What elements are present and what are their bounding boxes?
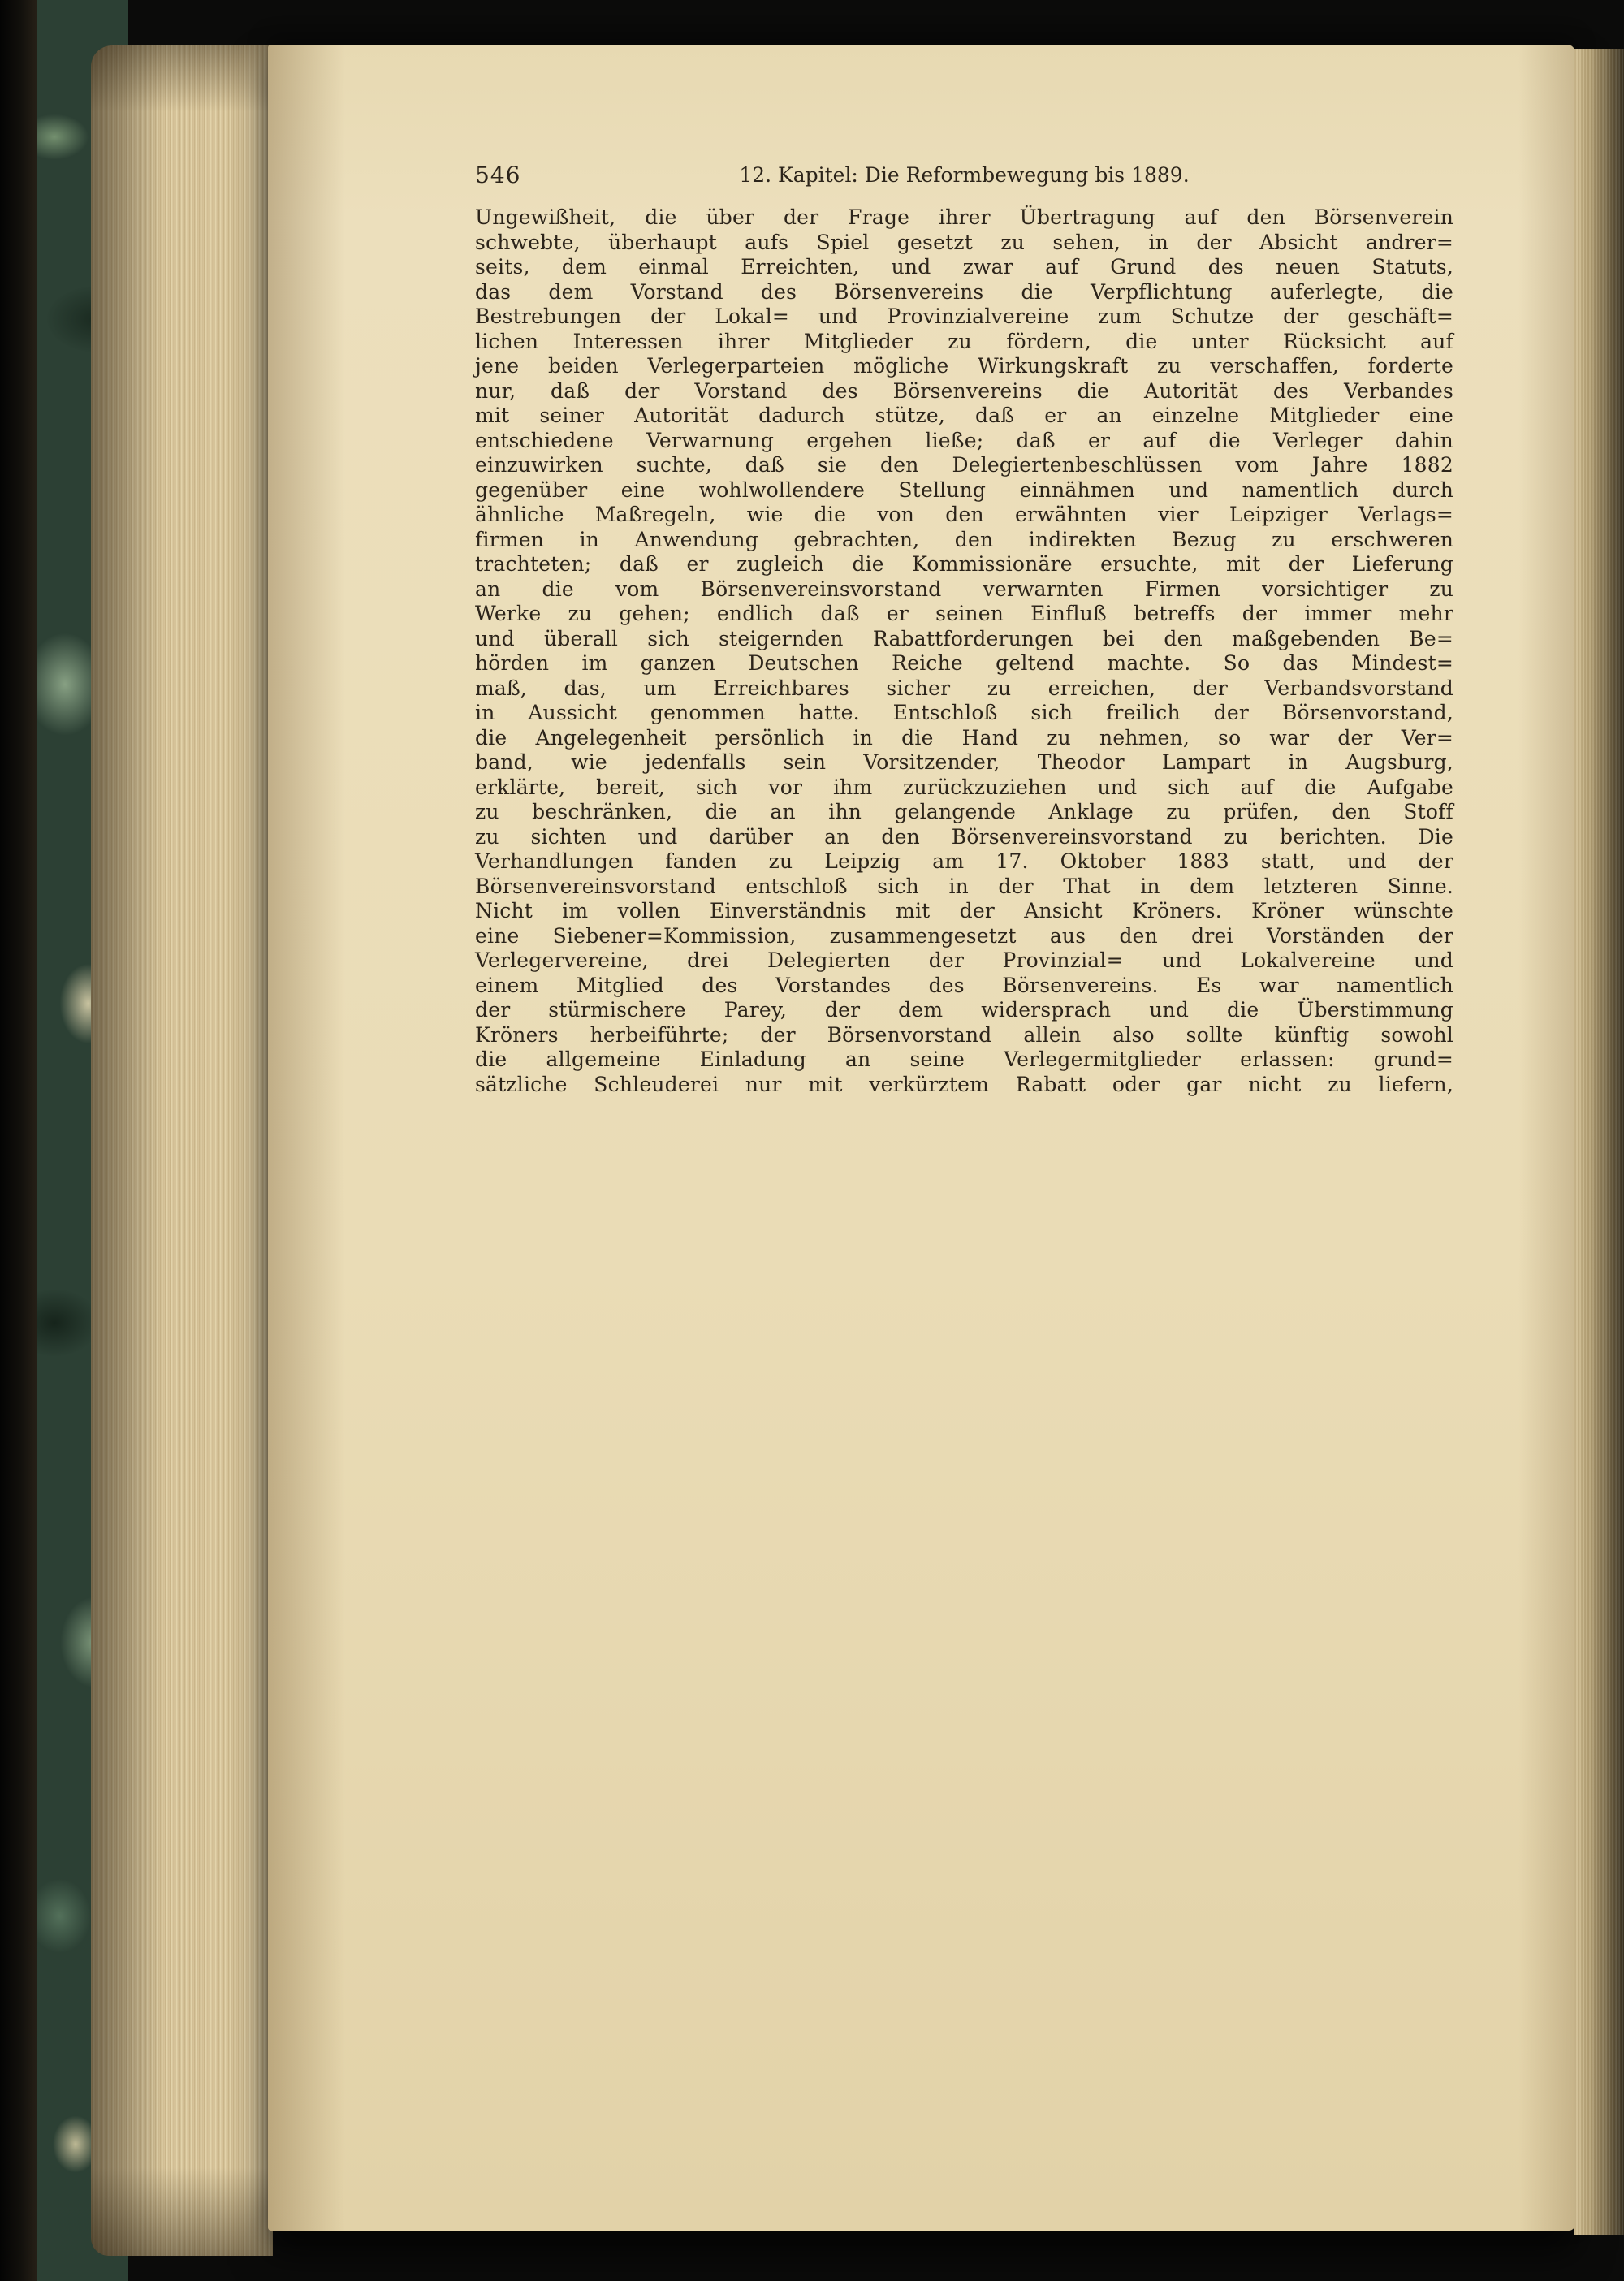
text-line: Verlegervereine, drei Delegierten der Provinzial= und Lokalvereine und [475,948,1453,972]
text-line: Börsenvereinsvorstand entschloß sich in der That in dem letzteren Sinne. [475,874,1453,898]
page-header [475,160,1453,192]
text-line: lichen Interessen ihrer Mitglieder zu fördern, die unter Rücksicht auf [475,329,1453,353]
text-line: Ungewißheit, die über der Frage ihrer Übertragung auf den Börsenverein [475,205,1453,229]
book-spine [0,0,37,2281]
left-page-stack-edges [91,45,273,2256]
text-line: Kröners herbeiführte; der Börsenvorstand allein also sollte künftig sowohl [475,1022,1453,1047]
text-line: mit seiner Autorität dadurch stütze, daß er an einzelne Mitglieder eine [475,404,1453,427]
body-text [475,205,1453,1097]
text-line: seits, dem einmal Erreichten, und zwar auf Grund des neuen Statuts, [475,255,1453,279]
chapter-running-head: 12. Kapitel: Die Reformbewegung bis 1889. [739,163,1190,187]
text-line: ähnliche Maßregeln, wie die von den erwähnten vier Leipziger Verlags= [475,503,1453,526]
page-content [475,160,1453,1097]
text-line: einzuwirken suchte, daß sie den Delegiertenbeschlüssen vom Jahre 1882 [475,453,1453,477]
text-line: die allgemeine Einladung an seine Verlegermitglieder erlassen: grund= [475,1048,1453,1071]
book-page [268,45,1575,2231]
text-line: jene beiden Verlegerparteien mögliche Wirkungskraft zu verschaffen, forderte [475,354,1453,378]
text-line: trachteten; daß er zugleich die Kommissionäre ersuchte, mit der Lieferung [475,552,1453,576]
text-line: eine Siebener=Kommission, zusammengesetzt aus den drei Vorständen der [475,923,1453,948]
text-line: Werke zu gehen; endlich daß er seinen Einfluß betreffs der immer mehr [475,602,1453,625]
text-line: entschiedene Verwarnung ergehen ließe; daß er auf die Verleger dahin [475,428,1453,452]
text-line: erklärte, bereit, sich vor ihm zurückzuziehen und sich auf die Aufgabe [475,775,1453,799]
text-line: band, wie jedenfalls sein Vorsitzender, Theodor Lampart in Augsburg, [475,750,1453,774]
text-line: das dem Vorstand des Börsenvereins die Verpflichtung auferlegte, die [475,279,1453,304]
text-line: die Angelegenheit persönlich in die Hand zu nehmen, so war der Ver= [475,725,1453,750]
text-line: Verhandlungen fanden zu Leipzig am 17. Oktober 1883 statt, und der [475,849,1453,873]
text-line: Bestrebungen der Lokal= und Provinzialvereine zum Schutze der geschäft= [475,305,1453,328]
text-line: hörden im ganzen Deutschen Reiche geltend machte. So das Mindest= [475,651,1453,675]
text-line: gegenüber eine wohlwollendere Stellung einnähmen und namentlich durch [475,477,1453,502]
text-line: zu beschränken, die an ihn gelangende Anklage zu prüfen, den Stoff [475,800,1453,823]
text-line: sätzliche Schleuderei nur mit verkürztem Rabatt oder gar nicht zu liefern, [475,1072,1453,1096]
text-line: der stürmischere Parey, der dem widersprach und die Überstimmung [475,998,1453,1022]
text-line: in Aussicht genommen hatte. Entschloß sich freilich der Börsenvorstand, [475,701,1453,724]
text-line: schwebte, überhaupt aufs Spiel gesetzt zu sehen, in der Absicht andrer= [475,230,1453,254]
page-number: 546 [475,162,521,188]
text-line: einem Mitglied des Vorstandes des Börsenvereins. Es war namentlich [475,973,1453,997]
right-page-stack-edges [1574,49,1624,2235]
text-line: firmen in Anwendung gebrachten, den indirekten Bezug zu erschweren [475,527,1453,551]
text-line: und überall sich steigernden Rabattforderungen bei den maßgebenden Be= [475,626,1453,650]
text-line: nur, daß der Vorstand des Börsenvereins die Autorität des Verbandes [475,378,1453,403]
text-line: Nicht im vollen Einverständnis mit der Ansicht Kröners. Kröner wünschte [475,899,1453,922]
text-line: zu sichten und darüber an den Börsenvereinsvorstand zu berichten. Die [475,824,1453,849]
text-line: an die vom Börsenvereinsvorstand verwarnten Firmen vorsichtiger zu [475,577,1453,601]
text-line: maß, das, um Erreichbares sicher zu erreichen, der Verbandsvorstand [475,676,1453,700]
